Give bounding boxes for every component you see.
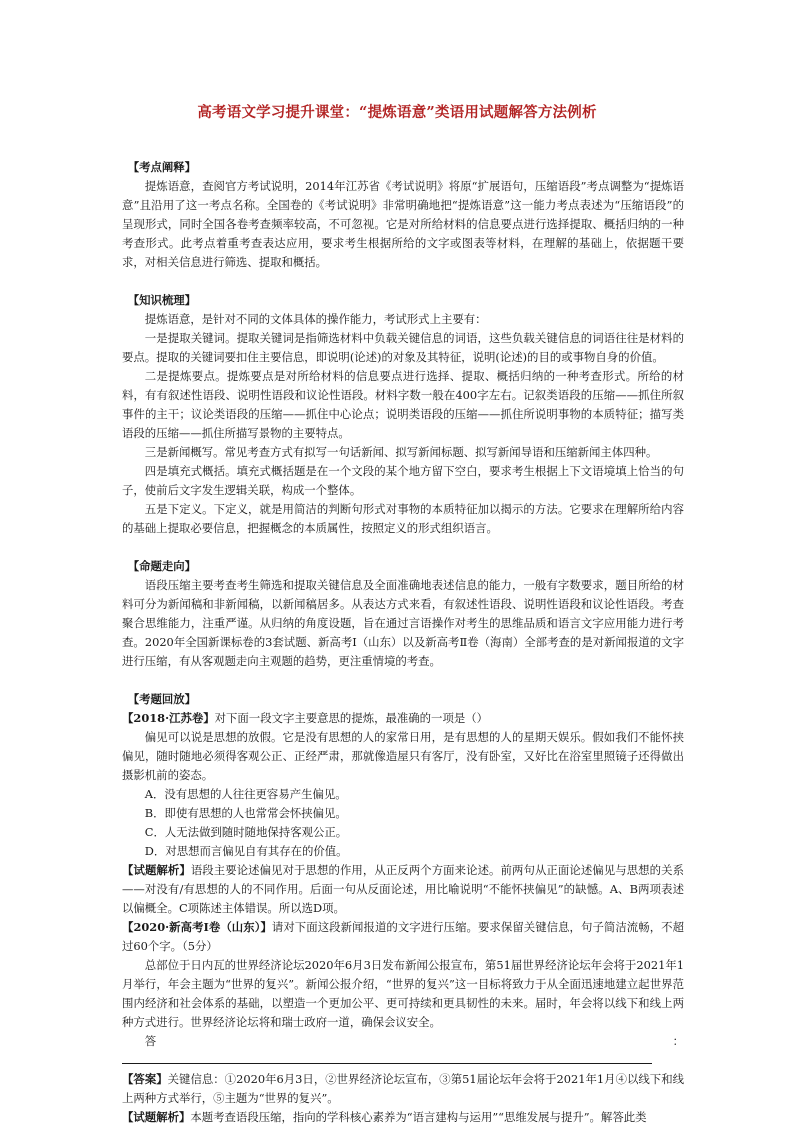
question-stem: [122, 709, 684, 728]
option-c: C．人无法做到随时随地保持客观公正。: [144, 825, 348, 839]
answer: [122, 1070, 684, 1108]
question-source-tag: 【2020·新高考Ⅰ卷（山东）】: [122, 920, 272, 934]
section-heading-review: 【考题回放】: [127, 692, 197, 706]
paragraph: 语段压缩主要考查考生筛选和提取关键信息及全面准确地表述信息的能力，一般有字数要求，题目所给的材料可分为新闻稿和非新闻稿，以新闻稿居多。从表达方式来看，有叙述性语段、说明性语段和议论性语段。考查聚合思维能力，注重严谨。从归纳的角度设题，旨在通过言语操作对考生的思维品质和语言文字应用能力进行考查。2020年全国新课标卷的3套试题、新高考Ⅰ（山东）以及新高考Ⅱ卷（海南）全部考查的是对新闻报道的文字进行压缩，有从客观题走向主观题的趋势，更注重情境的考查。: [122, 578, 684, 668]
section-heading-exam-point: 【考点阐释】: [127, 160, 197, 174]
spacer: [122, 538, 684, 557]
question-text: 请对下面这段新闻报道的文字进行压缩。要求保留关键信息，句子简洁流畅，不超过60个字。（5分）: [122, 920, 684, 953]
analysis: [122, 861, 684, 918]
answer-blank[interactable]: [122, 1051, 652, 1064]
answer-label: 答：: [144, 1034, 684, 1048]
document-body: [122, 158, 684, 1127]
question-passage: 总部位于日内瓦的世界经济论坛2020年6月3日发布新闻公报宣布，第51届世界经济论坛年会将于2021年1月举行，年会主题为“世界的复兴”。新闻公报介绍，“世界的复兴”这一目标将致力于从全面迅速地建立起世界范围内经济和社会体系的基础，以塑造一个更加公平、更可持续和更具韧性的未来。届时，年会将以线下和线上两种方式进行。世界经济论坛将和瑞士政府一道，确保会议安全。: [122, 958, 684, 1029]
document-title: 高考语文学习提升课堂：“提炼语意”类语用试题解答方法例析: [197, 104, 597, 121]
paragraph: 三是新闻概写。常见考查方式有拟写一句话新闻、拟写新闻标题、拟写新闻导语和压缩新闻主体四种。: [144, 445, 658, 459]
paragraph: 一是提取关键词。提取关键词是指筛选材料中负载关键信息的词语，这些负载关键信息的词语往往是材料的要点。提取的关键词要扣住主要信息，即说明(论述)的对象及其特征，说明(论述)的目的或事物自身的价值。: [122, 331, 684, 364]
paragraph: 提炼语意，是针对不同的文体具体的操作能力，考试形式上主要有：: [144, 312, 487, 326]
question-passage: 偏见可以说是思想的放假。它是没有思想的人的家常日用，是有思想的人的星期天娱乐。假如我们不能怀挟偏见，随时随地必须得客观公正、正经严肃，那就像造屋只有客厅，没有卧室，又好比在浴室里照镜子还得做出摄影机前的姿态。: [122, 730, 684, 782]
paragraph: 五是下定义。下定义，就是用简洁的判断句形式对事物的本质特征加以揭示的方法。它要求在理解所给内容的基础上提取必要信息，把握概念的本质属性，按照定义的形式组织语言。: [122, 502, 684, 535]
analysis-text: 语段主要论述偏见对于思想的作用，从正反两个方面来论述。前两句从正面论述偏见与思想的关系——对没有/有思想的人的不同作用。后面一句从反面论述，用比喻说明“不能怀挟偏见”的缺憾。A、B两项表述以偏概全。C项陈述主体错误。所以选D项。: [122, 863, 684, 915]
analysis: [122, 1108, 684, 1127]
paragraph: 提炼语意，查阅官方考试说明，2014年江苏省《考试说明》将原“扩展语句，压缩语段”考点调整为“提炼语意”且沿用了这一考点名称。全国卷的《考试说明》非常明确地把“提炼语意”这一能力考点表述为“压缩语段”的呈现形式，同时全国各卷考查频率较高，不可忽视。它是对所给材料的信息要点进行选择提取、概括归纳的一种考查形式。此考点着重考查表达应用，要求考生根据所给的文字或图表等材料，在理解的基础上，依据题干要求，对相关信息进行筛选、提取和概括。: [122, 179, 684, 269]
section-heading-knowledge: 【知识梳理】: [127, 293, 197, 307]
answer-tag: 【答案】: [122, 1072, 168, 1086]
paragraph: 二是提炼要点。提炼要点是对所给材料的信息要点进行选择、提取、概括归纳的一种考查形式。所给的材料，有有叙述性语段、说明性语段和议论性语段。材料字数一般在400字左右。记叙类语段的压缩——抓住所叙事件的主干；议论类语段的压缩——抓住中心论点；说明类语段的压缩——抓住所说明事物的本质特征；描写类语段的压缩——抓住所描写景物的主要特点。: [122, 369, 684, 440]
section-heading-trend: 【命题走向】: [127, 559, 197, 573]
analysis-tag: 【试题解析】: [122, 863, 191, 877]
spacer: [122, 272, 684, 291]
option-b: B．即使有思想的人也常常会怀挟偏见。: [144, 806, 347, 820]
question-stem: [122, 918, 684, 956]
answer-line: [122, 1032, 684, 1070]
paragraph: 四是填充式概括。填充式概括题是在一个文段的某个地方留下空白，要求考生根据上下文语境填上恰当的句子，使前后文字发生逻辑关联，构成一个整体。: [122, 464, 684, 497]
analysis-text: 本题考查语段压缩，指向的学科核心素养为“语言建构与运用”“思维发展与提升”。解答此类: [190, 1110, 647, 1124]
question-source-tag: 【2018·江苏卷】: [122, 711, 215, 725]
answer-text: 关键信息：①2020年6月3日，②世界经济论坛宣布，③第51届论坛年会将于2021年1月④以线下和线上两种方式举行，⑤主题为“世界的复兴”。: [122, 1072, 684, 1105]
question-text: 对下面一段文字主要意思的提炼，最准确的一项是（）: [214, 711, 489, 725]
analysis-tag: 【试题解析】: [122, 1110, 191, 1124]
option-d: D．对思想而言偏见自有其存在的价值。: [144, 844, 348, 858]
spacer: [122, 671, 684, 690]
option-a: A．没有思想的人往往更容易产生偏见。: [144, 787, 347, 801]
